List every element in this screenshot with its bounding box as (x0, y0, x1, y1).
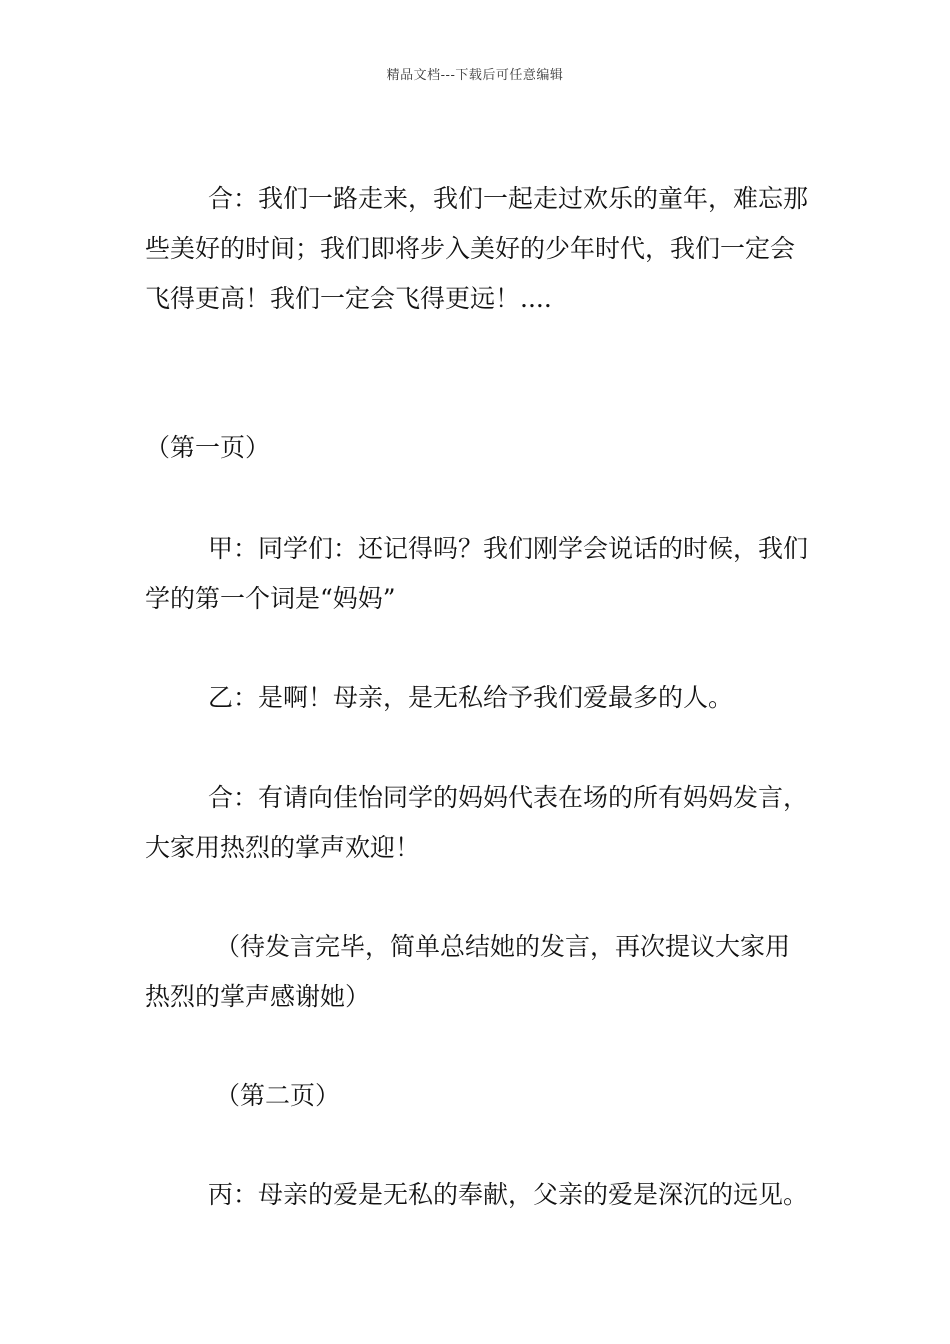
paragraph-he-invite: 合：有请向佳怡同学的妈妈代表在场的所有妈妈发言，大家用热烈的掌声欢迎！ (145, 783, 809, 862)
paragraph-stage-note: （待发言完毕，简单总结她的发言，再次提议大家用热烈的掌声感谢她） (145, 932, 791, 1011)
paragraph-bing: 丙：母亲的爱是无私的奉献，父亲的爱是深沉的远见。 (208, 1180, 809, 1209)
section-label-page-one: （第一页） (145, 433, 271, 462)
page-header: 精品文档---下载后可任意编辑 (386, 68, 564, 83)
paragraph-yi: 乙：是啊！母亲，是无私给予我们爱最多的人。 (208, 683, 734, 712)
section-label-page-two: （第二页） (215, 1081, 341, 1110)
paragraph-he-intro: 合：我们一路走来，我们一起走过欢乐的童年，难忘那些美好的时间；我们即将步入美好的少年时代，我们一定会飞得更高！我们一定会飞得更远！.... (145, 184, 809, 313)
paragraph-jia: 甲：同学们：还记得吗？我们刚学会说话的时候，我们学的第一个词是“妈妈” (145, 534, 809, 613)
